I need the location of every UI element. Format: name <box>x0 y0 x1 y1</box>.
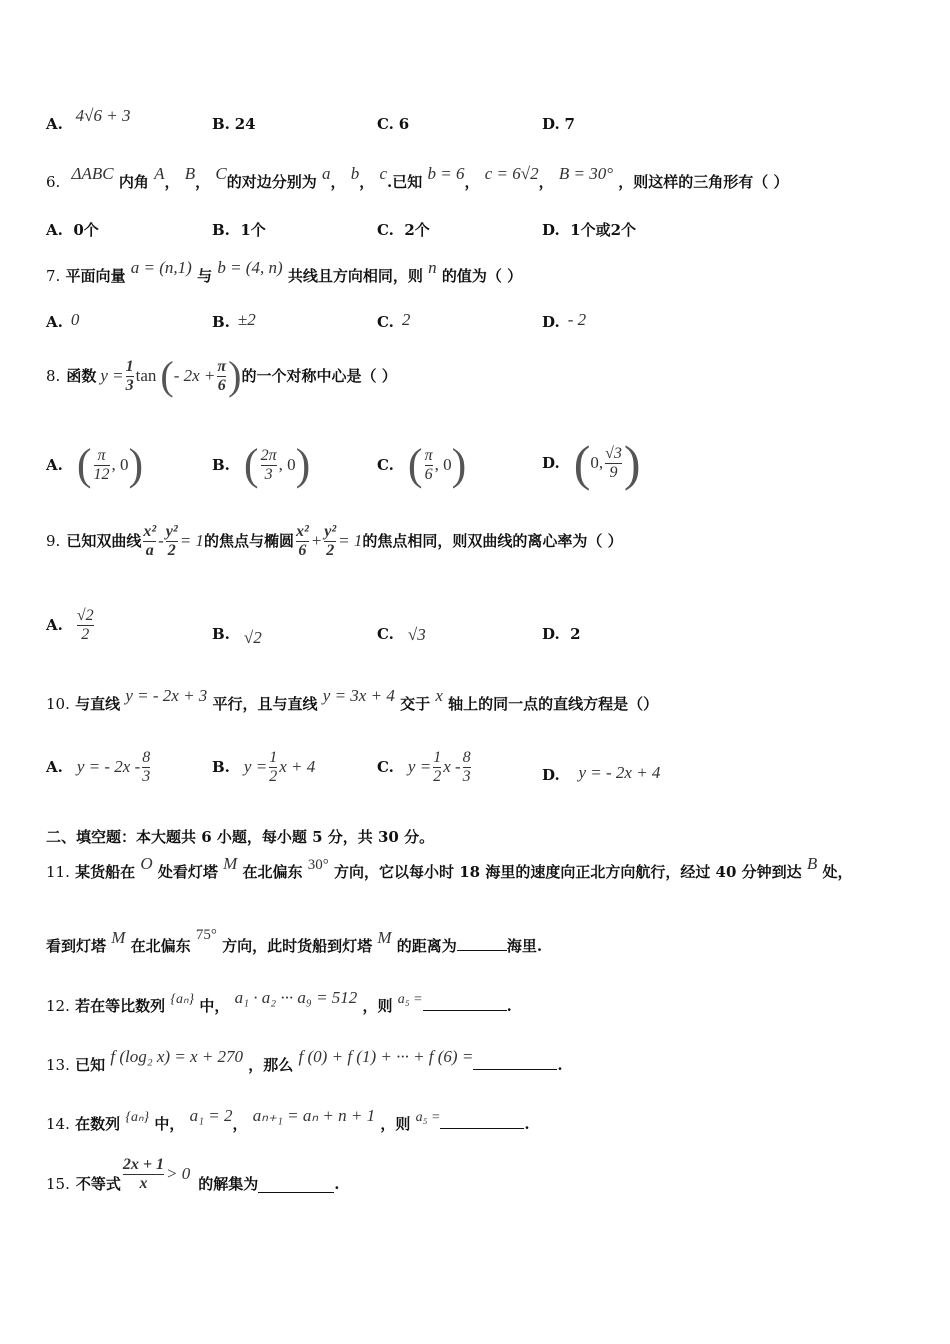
option-label: D. <box>542 454 560 472</box>
option-label: A. <box>46 758 63 776</box>
math-fraction-y2-2b <box>324 523 336 560</box>
fraction-denominator: 6 <box>424 465 433 483</box>
question-number: 10. <box>46 695 70 713</box>
fraction-numerator: 2π <box>260 446 277 464</box>
question-number: 9. <box>46 532 61 550</box>
option-value: 0个 <box>73 221 99 239</box>
fraction-numerator: y² <box>165 522 178 540</box>
question-text: 处， <box>822 863 853 881</box>
math-x: x <box>435 686 443 705</box>
fraction-numerator: 8 <box>462 748 471 766</box>
option-value: 1个或2个 <box>570 221 637 239</box>
math-triangle: ΔABC <box>71 164 114 183</box>
option-fraction <box>433 749 441 786</box>
math-minus: - <box>158 531 164 550</box>
fraction-denominator: a <box>145 541 154 559</box>
math-c-value: c = 6√2 <box>484 164 539 183</box>
question-text: 内角 <box>118 173 149 191</box>
question-number: 14. <box>46 1115 70 1133</box>
question-text: 的焦点与椭圆 <box>203 532 294 550</box>
question-text: 方向，此时货船到灯塔 <box>222 937 373 955</box>
fraction-numerator: 8 <box>142 748 151 766</box>
math-o: O <box>140 854 153 873</box>
question-text: ，则 <box>362 997 393 1015</box>
question-text: 的对边分别为 <box>226 173 317 191</box>
question-number: 8. <box>46 367 61 385</box>
math-fraction-one-third <box>126 358 134 395</box>
question-number: 6. <box>46 173 61 191</box>
option-value: 2 <box>570 625 581 643</box>
q8-option-b <box>212 440 310 490</box>
math-recurrence: aₙ₊₁ = aₙ + n + 1 <box>252 1106 376 1125</box>
question-text: 的一个对称中心是（ ） <box>241 367 397 385</box>
fraction-numerator: 2x + 1 <box>122 1155 164 1173</box>
option-pre: y = <box>243 757 268 776</box>
option-label: B. <box>212 758 230 776</box>
fraction-denominator: 3 <box>125 376 134 394</box>
math-side-c: c <box>379 164 388 183</box>
answer-blank[interactable] <box>258 1176 334 1193</box>
fraction-numerator: √2 <box>76 606 94 624</box>
math-a5: a₅ = <box>415 1110 441 1125</box>
math-side-a: a <box>322 164 331 183</box>
option-value: 7 <box>564 115 575 133</box>
question-text: ，则这样的三角形有（ ） <box>618 173 789 191</box>
option-fraction <box>605 445 622 482</box>
fraction-numerator: π <box>424 446 433 464</box>
option-label: D. <box>542 221 560 239</box>
question-text: 的焦点相同，则双曲线的离心率为（ ） <box>362 532 623 550</box>
answer-blank[interactable] <box>423 1010 507 1011</box>
math-fraction-x2-a <box>143 523 156 560</box>
option-value: √3 <box>407 625 426 644</box>
question-text: 轴上的同一点的直线方程是（） <box>448 695 659 713</box>
fraction-denominator: 3 <box>462 767 471 785</box>
question-8 <box>46 354 397 398</box>
q9-option-b <box>212 624 262 647</box>
math-plus: + <box>310 531 323 550</box>
option-tail: , 0 <box>278 455 296 474</box>
question-text: 若在等比数列 <box>75 997 166 1015</box>
option-label: B. <box>212 625 230 643</box>
question-text: 某货船在 <box>75 863 136 881</box>
option-post: x + 4 <box>279 757 316 776</box>
math-inner: - 2x + <box>173 366 216 385</box>
question-6 <box>46 164 789 192</box>
q6-option-c <box>377 220 430 240</box>
option-value: 2 <box>401 310 411 329</box>
fraction-denominator: 3 <box>264 465 273 483</box>
question-text: 方向，它以每小时 18 海里的速度向正北方向航行，经过 40 分钟到达 <box>334 863 802 881</box>
q6-option-d <box>542 220 636 240</box>
option-label: B. <box>212 115 230 133</box>
question-text: . <box>557 1056 563 1074</box>
math-equals-one: = 1 <box>338 531 363 550</box>
option-value: 2个 <box>404 221 430 239</box>
math-vector-a: a = (n,1) <box>130 258 192 277</box>
question-text: 的距离为 <box>396 937 457 955</box>
math-function-def: f (log₂ x) = x + 270 <box>110 1047 244 1066</box>
fraction-numerator: 1 <box>125 357 134 375</box>
math-75-degrees: 75° <box>195 927 217 943</box>
question-text: 在北偏东 <box>242 863 303 881</box>
math-sum: f (0) + f (1) + ··· + f (6) = <box>298 1047 474 1066</box>
answer-blank[interactable] <box>440 1128 524 1129</box>
option-label: D. <box>542 625 560 643</box>
paren-right: ) <box>451 440 467 489</box>
option-fraction <box>269 749 277 786</box>
fraction-denominator: 12 <box>93 465 110 483</box>
question-text: 平行，且与直线 <box>212 695 318 713</box>
option-value: 6 <box>398 115 410 133</box>
option-value: 1个 <box>240 221 266 239</box>
math-y-eq: y = <box>100 366 124 385</box>
question-text: 处看灯塔 <box>157 863 218 881</box>
option-label: C. <box>377 313 394 331</box>
question-9 <box>46 518 623 564</box>
question-11-line-2 <box>46 927 543 957</box>
math-a1: a₁ = 2 <box>189 1106 233 1125</box>
question-text: 中， <box>154 1115 185 1133</box>
q8-option-d <box>542 434 641 492</box>
fraction-numerator: x² <box>295 522 309 540</box>
option-label: D. <box>542 766 560 784</box>
option-fraction <box>425 447 433 484</box>
option-label: B. <box>212 456 230 474</box>
math-angle-a: A <box>154 164 165 183</box>
paren-left: ( <box>160 353 174 398</box>
option-value: 24 <box>234 115 256 133</box>
math-b: B <box>806 854 818 873</box>
option-label: A. <box>46 313 63 331</box>
fraction-denominator: x <box>139 1174 148 1192</box>
option-fraction <box>261 447 277 484</box>
math-30-degrees: 30° <box>307 857 329 873</box>
option-label: B. <box>212 313 230 331</box>
math-m: M <box>377 928 392 947</box>
question-text: . <box>334 1175 340 1193</box>
question-number: 12. <box>46 997 70 1015</box>
q5-option-c <box>377 114 409 134</box>
math-tan: tan <box>135 366 157 385</box>
option-label: C. <box>377 221 394 239</box>
option-value: ±2 <box>237 310 256 329</box>
q10-option-b <box>212 742 315 792</box>
q9-option-d <box>542 624 581 644</box>
question-text: 看到灯塔 <box>46 937 107 955</box>
math-sequence: {aₙ} <box>170 992 195 1007</box>
math-vector-b: b = (4, n) <box>217 258 283 277</box>
option-value: y = - 2x + 4 <box>578 763 661 782</box>
paren-right: ) <box>228 353 242 398</box>
option-post: x - <box>443 757 461 776</box>
paren-left: ( <box>76 440 92 489</box>
separator: ， <box>538 173 554 191</box>
math-m: M <box>111 928 126 947</box>
paren-left: ( <box>573 435 591 491</box>
option-value: 0 <box>70 310 80 329</box>
fraction-denominator: 2 <box>269 767 278 785</box>
question-14 <box>46 1106 530 1136</box>
option-fraction <box>94 447 110 484</box>
q9-option-c <box>377 624 426 644</box>
question-text: ，则 <box>380 1115 411 1133</box>
fraction-numerator: x² <box>143 522 157 540</box>
q10-option-a <box>46 742 152 792</box>
q5-option-b <box>212 114 256 134</box>
option-fraction-2 <box>463 749 471 786</box>
q10-option-c <box>377 742 473 792</box>
question-text: 中， <box>199 997 230 1015</box>
math-fraction <box>123 1156 164 1193</box>
math-angle-c: C <box>215 164 227 183</box>
q6-option-b <box>212 220 266 240</box>
option-value: - 2 <box>567 310 587 329</box>
math-product: a₁ · a₂ ··· a₉ = 512 <box>234 988 358 1007</box>
fraction-numerator: 1 <box>269 748 278 766</box>
q5-option-a <box>46 106 131 134</box>
paren-left: ( <box>243 440 259 489</box>
question-text: 的解集为 <box>198 1175 259 1193</box>
question-number: 11. <box>46 863 70 881</box>
paren-right: ) <box>295 440 311 489</box>
math-greater-than-zero: > 0 <box>166 1164 191 1183</box>
option-label: D. <box>542 313 560 331</box>
question-text: 不等式 <box>75 1175 121 1193</box>
option-label: A. <box>46 456 63 474</box>
fraction-denominator: 2 <box>433 767 442 785</box>
fraction-denominator: 3 <box>142 767 151 785</box>
fraction-denominator: 6 <box>298 541 307 559</box>
separator: ， <box>195 173 211 191</box>
question-text: 已知双曲线 <box>66 532 142 550</box>
option-value: √2 <box>243 628 262 647</box>
math-sequence: {aₙ} <box>125 1110 150 1125</box>
answer-blank[interactable] <box>457 950 507 951</box>
question-13 <box>46 1047 563 1075</box>
fraction-numerator: 1 <box>433 748 442 766</box>
question-text: 的值为（ ） <box>441 267 523 285</box>
option-pre: y = - 2x - <box>76 757 141 776</box>
option-fraction <box>142 749 150 786</box>
fraction-numerator: y² <box>324 522 337 540</box>
fraction-numerator: π <box>97 446 106 464</box>
q7-option-a <box>46 312 79 332</box>
paren-left: ( <box>407 440 423 489</box>
answer-blank[interactable] <box>473 1069 557 1070</box>
section-heading: 二、填空题：本大题共 6 小题，每小题 5 分，共 30 分。 <box>46 828 435 846</box>
question-text: 在数列 <box>75 1115 121 1133</box>
math-b-value: b = 6 <box>427 164 465 183</box>
q10-option-d <box>542 765 660 785</box>
separator: ， <box>464 173 480 191</box>
paren-right: ) <box>623 435 641 491</box>
option-label: C. <box>377 456 394 474</box>
math-line-1: y = - 2x + 3 <box>125 686 208 705</box>
fraction-denominator: 2 <box>81 625 90 643</box>
question-text: 交于 <box>400 695 431 713</box>
q6-option-a <box>46 220 99 240</box>
q8-option-c <box>377 440 466 490</box>
question-text: 与 <box>197 267 213 285</box>
option-pre: y = <box>407 757 432 776</box>
separator: ， <box>232 1115 248 1133</box>
math-b-angle-value: B = 30° <box>558 164 614 183</box>
separator: ， <box>359 173 375 191</box>
option-label: A. <box>46 221 63 239</box>
paren-right: ) <box>128 440 144 489</box>
q9-option-a <box>46 600 96 650</box>
question-text: 函数 <box>66 367 97 385</box>
fraction-denominator: 2 <box>167 541 176 559</box>
math-fraction-x2-6 <box>296 523 309 560</box>
question-number: 15. <box>46 1175 70 1193</box>
question-15 <box>46 1155 340 1208</box>
question-text: . <box>524 1115 530 1133</box>
option-label: C. <box>377 625 394 643</box>
option-value: 4√6 + 3 <box>75 106 131 125</box>
option-head: 0, <box>590 453 604 472</box>
math-line-2: y = 3x + 4 <box>322 686 395 705</box>
q7-option-d <box>542 312 586 332</box>
question-text: 平面向量 <box>65 267 126 285</box>
fraction-numerator: π <box>217 357 227 375</box>
question-10 <box>46 686 659 714</box>
question-text: 已知 <box>75 1056 106 1074</box>
question-number: 13. <box>46 1056 70 1074</box>
math-fraction-pi-6 <box>217 358 226 395</box>
math-angle-b: B <box>184 164 196 183</box>
q7-option-c <box>377 312 410 332</box>
option-label: C. <box>377 758 394 776</box>
question-11-line-1 <box>46 854 853 883</box>
option-label: A. <box>46 115 63 133</box>
question-text: 在北偏东 <box>130 937 191 955</box>
separator: ， <box>164 173 180 191</box>
fraction-numerator: √3 <box>605 444 622 462</box>
question-text: . <box>506 997 512 1015</box>
option-label: C. <box>377 115 394 133</box>
option-tail: , 0 <box>111 455 129 474</box>
question-number: 7. <box>46 267 61 285</box>
q5-option-d <box>542 114 575 134</box>
fraction-denominator: 6 <box>217 376 226 394</box>
math-a5: a₅ = <box>397 992 423 1007</box>
question-text: .已知 <box>387 173 423 191</box>
math-equals-one: = 1 <box>179 531 204 550</box>
question-text: 海里. <box>506 937 543 955</box>
math-m: M <box>223 854 238 873</box>
separator: ， <box>330 173 346 191</box>
q8-option-a <box>46 440 143 490</box>
question-text: 与直线 <box>75 695 121 713</box>
math-n: n <box>428 258 437 277</box>
question-text: 共线且方向相同，则 <box>287 267 423 285</box>
question-12 <box>46 988 512 1018</box>
option-tail: , 0 <box>434 455 452 474</box>
question-text: ，那么 <box>248 1056 294 1074</box>
option-fraction <box>77 607 94 644</box>
fraction-denominator: 2 <box>326 541 335 559</box>
q7-option-b <box>212 312 256 332</box>
fraction-denominator: 9 <box>609 463 618 481</box>
question-7 <box>46 258 523 286</box>
option-label: B. <box>212 221 230 239</box>
option-label: D. <box>542 115 560 133</box>
math-fraction-y2-2 <box>166 523 178 560</box>
math-side-b: b <box>350 164 360 183</box>
option-label: A. <box>46 616 63 634</box>
